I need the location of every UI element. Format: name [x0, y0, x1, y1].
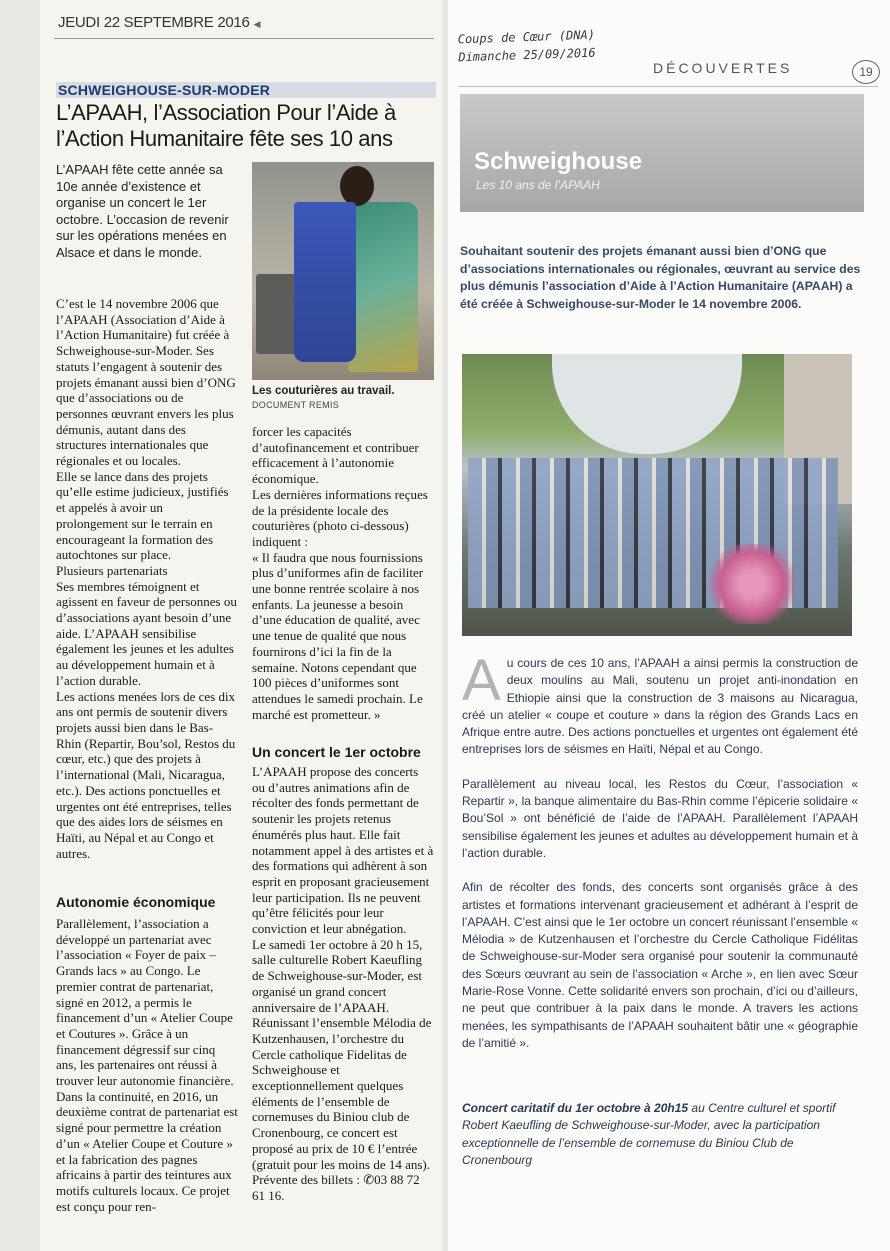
top-rule — [54, 38, 434, 39]
paragraph: C’est le 14 novembre 2006 que l’APAAH (Association d’Aide à l’Action Humanitaire) fut créée à Schweighouse-sur-Moder. Ses statuts l’engagent à soutenir des projets émanant aussi bien d’ONG que d’associations ou de personnes œuvrant envers les plus démunis, autant dans des structures internationales que régionales et ou locales. — [56, 296, 236, 469]
article-subtitle: Les 10 ans de l’APAAH — [476, 178, 600, 192]
flower-bed — [702, 544, 802, 624]
title-box — [460, 94, 864, 212]
column-2 — [252, 424, 434, 722]
lead-paragraph: Souhaitant soutenir des projets émanant aussi bien d’ONG que d’associations internationales ou régionales, œuvrant au service des plus démunis l’association d’Aide à l’Action Humanitaire (APAAH) a été créée à Schweighouse-sur-Moder le 14 novembre 2006. — [460, 244, 861, 311]
photo-caption: Les couturières au travail. — [252, 385, 395, 397]
paragraph: Parallèlement, l’association a développé un partenariat avec l’association « Foyer de paix – Grands lacs » au Congo. Le premier contrat de partenariat, signé en 2012, a permis le financement d’un « Atelier Coupe et Coutures ». Grâce à un financement dégressif sur cinq ans, les partenaires ont réussi à trouver leur autonomie financière. — [56, 916, 234, 1089]
paragraph: Afin de récolter des fonds, des concerts sont organisés grâce à des artistes et formations intervenant gracieusement et adhérant à l’esprit de l’APAAH. C’est ainsi que le 1er octobre un concert réunissant l’ensemble « Mélodia » de Kutzenhausen et l’orchestre du Cercle Catholique Fidélitas de Schweighouse-sur-Moder sera organisé pour soutenir la communauté des Sœurs œuvrant au sein de l’association « Arche », en lien avec Sœur Marie-Rose Vonne. Cette solidarité envers son prochain, d’ici ou d’ailleurs, ne peut que contribuer à la paix dans le monde. A travers les actions menées, les sympathisants de l’APAAH souhaitent bâtir une « géographie de l’amitié ». — [462, 880, 858, 1050]
paragraph: « Il faudra que nous fournissions plus d’uniformes afin de faciliter une bonne rentrée scolaire à nos enfants. La jeunesse a besoin d’une éducation de qualité, avec une tenue de qualité que nous fournirons d’ici la fin de la semaine. Notons cependant que 100 pièces d’uniformes sont attendues le samedi prochain. Le marché est prometteur. » — [252, 549, 424, 722]
headline: L’APAAH, l’Association Pour l’Aide à l’Action Humanitaire fête ses 10 ans — [56, 100, 396, 151]
seamstress-photo — [252, 162, 434, 380]
paragraph: forcer les capacités d’autofinancement et contribuer efficacement à l’autonomie économique. — [252, 424, 419, 487]
page-number: 19 — [852, 60, 880, 84]
dateline: JEUDI 22 SEPTEMBRE 2016 ◀ — [58, 14, 260, 31]
column-1 — [56, 296, 238, 861]
paragraph: Ses membres témoignent et agissent en faveur de personnes ou d’associations ayant besoin d’une aide. L’APAAH sensibilise également les jeunes et les adultes au développement humain et à l’action durable. — [56, 578, 237, 688]
paragraph: Les dernières informations reçues de la présidente locale des couturières (photo ci-dessous) indiquent : — [252, 486, 428, 549]
blue-garment — [294, 202, 356, 362]
kicker: SCHWEIGHOUSE-SUR-MODER — [56, 82, 436, 98]
concert-note: Concert caritatif du 1er octobre à 20h15 au Centre culturel et sportif Robert Kaeufling de Schweighouse-sur-Moder, avec la participation exceptionnelle de l’ensemble de cornemuse du Biniou Club de Cronenbourg — [462, 1101, 836, 1167]
paragraph: L’APAAH propose des concerts ou d’autres animations afin de récolter des fonds permettant de soutenir les projets retenus énumérés plus haut. Elle fait notamment appel à des artistes et à des formations qui adhèrent à son esprit en proposant gracieusement leur participation. Ils ne peuvent qu’être félicités pour leur conviction et leur abnégation. — [252, 764, 434, 937]
paragraph-heading: Plusieurs partenariats — [56, 562, 168, 578]
sky — [552, 354, 742, 454]
article-body — [462, 648, 858, 1069]
dress — [348, 202, 418, 372]
drop-cap: A — [462, 648, 501, 713]
column-1-lower — [56, 916, 238, 1214]
right-clipping — [448, 0, 890, 1251]
paragraph: Au cours de ces 10 ans, l’APAAH a ainsi permis la construction de deux moulins au Mali, soutenu un projet anti-inondation en Ethiopie ainsi que la construction de 3 maisons au Nicaragua, créé un atelier « coupe et couture » dans la région des Grands Lacs en Afrique entre autre. Des actions ponctuelles et urgentes ont également été entreprises lors de séismes en Haïti, Népal et au Congo. — [462, 648, 858, 757]
header-rule — [458, 86, 878, 87]
section-label: DÉCOUVERTES — [653, 60, 793, 76]
paragraph: Le samedi 1er octobre à 20 h 15, salle culturelle Robert Kaeufling de Schweighouse-sur-Moder, est organisé un grand concert anniversaire de l’APAAH. Réunissant l’ensemble Mélodia de Kutzenhausen, l’orchestre du Cercle catholique Fidelitas de Schweighouse et exceptionnellement quelques éléments de l’ensemble de cornemuses du Biniou club de Cronenbourg, ce concert est proposé au prix de 10 € l’entrée (gratuit pour les moins de 14 ans). Prévente des billets : ✆03 88 72 61 16. — [252, 936, 432, 1203]
paragraph: Parallèlement au niveau local, les Restos du Cœur, l’association « Repartir », la banque alimentaire du Bas-Rhin comme l’épicerie solidaire « Bou’Sol » ont bénéficié de l’aide de l’APAAH. Parallèlement l’APAAH sensibilise également les jeunes et adultes au développement humain et à l’action durable. — [462, 776, 858, 860]
article-title: Schweighouse — [474, 148, 643, 175]
person-head — [340, 166, 374, 206]
column-2-lower — [252, 764, 434, 1204]
paragraph: Elle se lance dans des projets qu’elle estime judicieux, justifiés et appelés à avoir un prolongement sur le terrain en encourageant la formation des autochtones sur place. — [56, 468, 229, 563]
chapo: L’APAAH fête cette année sa 10e année d’existence et organise un concert le 1er octobre. L’occasion de revenir sur les opérations menées en Alsace et dans le monde. — [56, 162, 229, 260]
paragraph: Dans la continuité, en 2016, un deuxième contrat de partenariat est signé pour permettre la création d’un « Atelier Coupe et Couture » et la fabrication des pagnes africains à partir des teintures aux motifs culturels locaux. Ce projet est conçu pour ren- — [56, 1088, 238, 1214]
left-clipping — [40, 0, 442, 1251]
subhead-autonomie: Autonomie économique — [56, 894, 216, 910]
subhead-concert: Un concert le 1er octobre — [252, 744, 421, 760]
photo-credit: DOCUMENT REMIS — [252, 400, 340, 410]
choir-photo — [462, 354, 852, 636]
handwritten-note: Coups de Cœur (DNA) Dimanche 25/09/2016 — [457, 27, 596, 65]
paragraph: Les actions menées lors de ces dix ans ont permis de soutenir divers projets aussi bien dans le Bas-Rhin (Repartir, Bou’sol, Restos du cœur, etc.) que des projets à l’international (Mali, Nicaragua, etc.). Des actions ponctuelles et urgentes ont été entreprises, telles que des aides lors de séismes en Haïti, au Népal et au Congo et autres. — [56, 688, 236, 861]
